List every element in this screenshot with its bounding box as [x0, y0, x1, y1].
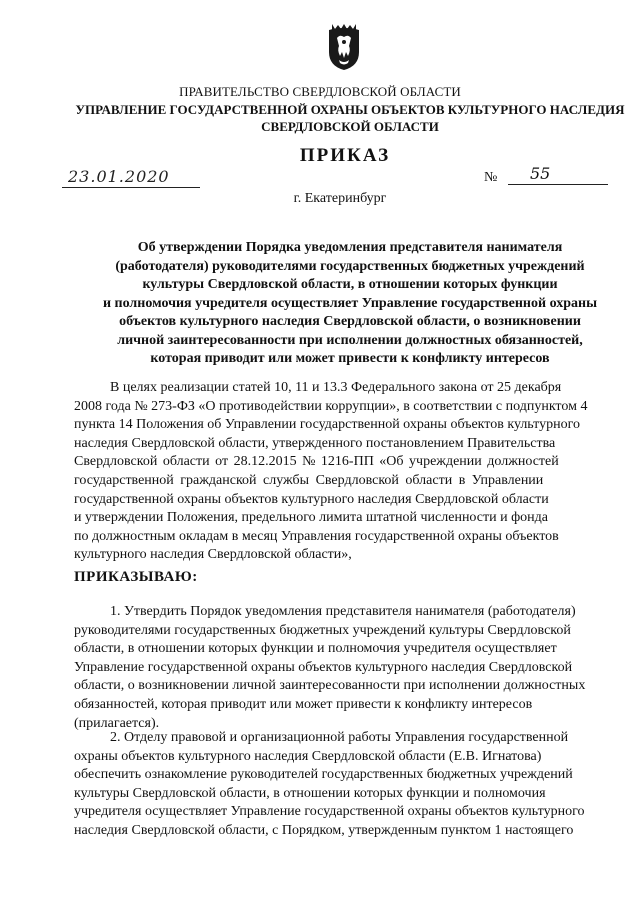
- text-line: государственной гражданской службы Свердловской области в Управлении: [74, 472, 544, 488]
- text-line: В целях реализации статей 10, 11 и 13.3 Федерального закона от 25 декабря: [110, 380, 562, 395]
- decree-word: ПРИКАЗЫВАЮ:: [74, 569, 198, 585]
- text-line: культуры Свердловской области, в отношении которых функции и полномочия: [74, 785, 546, 801]
- text-line: 2. Отделу правовой и организационной работы Управления государственной: [110, 730, 569, 745]
- text-line: культурного наследия Свердловской области»,: [74, 547, 352, 563]
- heading-line: и полномочия учредителя осуществляет Управление государственной охраны: [102, 295, 598, 311]
- text-line: государственной охраны объектов культурного наследия Свердловской области: [74, 491, 549, 507]
- heading-line: Об утверждении Порядка уведомления представителя нанимателя: [137, 240, 563, 255]
- number-label: №: [484, 170, 498, 185]
- heading-line: культуры Свердловской области, в отношении которых функции: [142, 277, 558, 292]
- document-heading: [70, 239, 630, 369]
- text-line: пункта 14 Положения об Управлении государственной охраны объектов культурного: [74, 417, 580, 433]
- preamble-paragraph: [74, 379, 622, 565]
- text-line: наследия Свердловской области, с Порядком, утвержденным пунктом 1 настоящего: [74, 822, 574, 838]
- text-line: обязанностей, которая приводит или может привести к конфликту интересов: [74, 696, 533, 712]
- department-name-line: СВЕРДЛОВСКОЙ ОБЛАСТИ: [261, 119, 439, 134]
- item-2-paragraph: [74, 729, 622, 841]
- city: г. Екатеринбург: [293, 191, 387, 206]
- department-name-line: УПРАВЛЕНИЕ ГОСУДАРСТВЕННОЙ ОХРАНЫ ОБЪЕКТОВ КУЛЬТУРНОГО НАСЛЕДИЯ: [75, 102, 625, 117]
- text-line: 1. Утвердить Порядок уведомления представителя нанимателя (работодателя): [110, 604, 576, 619]
- text-line: охраны объектов культурного наследия Свердловской области (Е.В. Игнатова): [74, 748, 542, 764]
- heading-line: (работодателя) руководителями государственных бюджетных учреждений: [115, 258, 585, 274]
- handwritten-number: 55: [508, 164, 608, 185]
- text-line: Управление государственной охраны объектов культурного наследия Свердловской: [74, 659, 573, 675]
- text-line: и утверждении Положения, предельного лимита штатной численности и фонда: [74, 510, 548, 526]
- document-type-title: ПРИКАЗ: [299, 145, 391, 166]
- text-line: области, в отношении которых функции и полномочия учредителя осуществляет: [74, 641, 557, 657]
- text-line: Свердловской области от 28.12.2015 № 1216-ПП «Об учреждении должностей: [74, 454, 559, 470]
- heading-line: личной заинтересованности при исполнении должностных обязанностей,: [117, 332, 583, 348]
- text-line: руководителями государственных бюджетных учреждений культуры Свердловской: [74, 622, 571, 638]
- text-line: наследия Свердловской области, утвержденного постановлением Правительства: [74, 435, 556, 451]
- item-1-paragraph: [74, 603, 622, 733]
- text-line: области, о возникновении личной заинтересованности при исполнении должностных: [74, 678, 586, 694]
- coat-of-arms-icon: [325, 24, 363, 72]
- text-line: обеспечить ознакомление руководителей государственных бюджетных учреждений: [74, 767, 573, 783]
- text-line: по должностным окладам в месяц Управления государственной охраны объектов: [74, 528, 559, 544]
- government-name: ПРАВИТЕЛЬСТВО СВЕРДЛОВСКОЙ ОБЛАСТИ: [179, 84, 461, 99]
- text-line: 2008 года № 273-ФЗ «О противодействии коррупции», в соответствии с подпунктом 4: [74, 398, 588, 414]
- heading-line: которая приводит или может привести к конфликту интересов: [150, 351, 550, 366]
- text-line: учредителя осуществляет Управление государственной охраны объектов культурного: [74, 804, 585, 820]
- handwritten-date: 23.01.2020: [62, 167, 200, 188]
- heading-line: объектов культурного наследия Свердловской области, о возникновении: [119, 314, 581, 329]
- text-line: (прилагается).: [74, 715, 160, 731]
- department-name: [70, 101, 630, 135]
